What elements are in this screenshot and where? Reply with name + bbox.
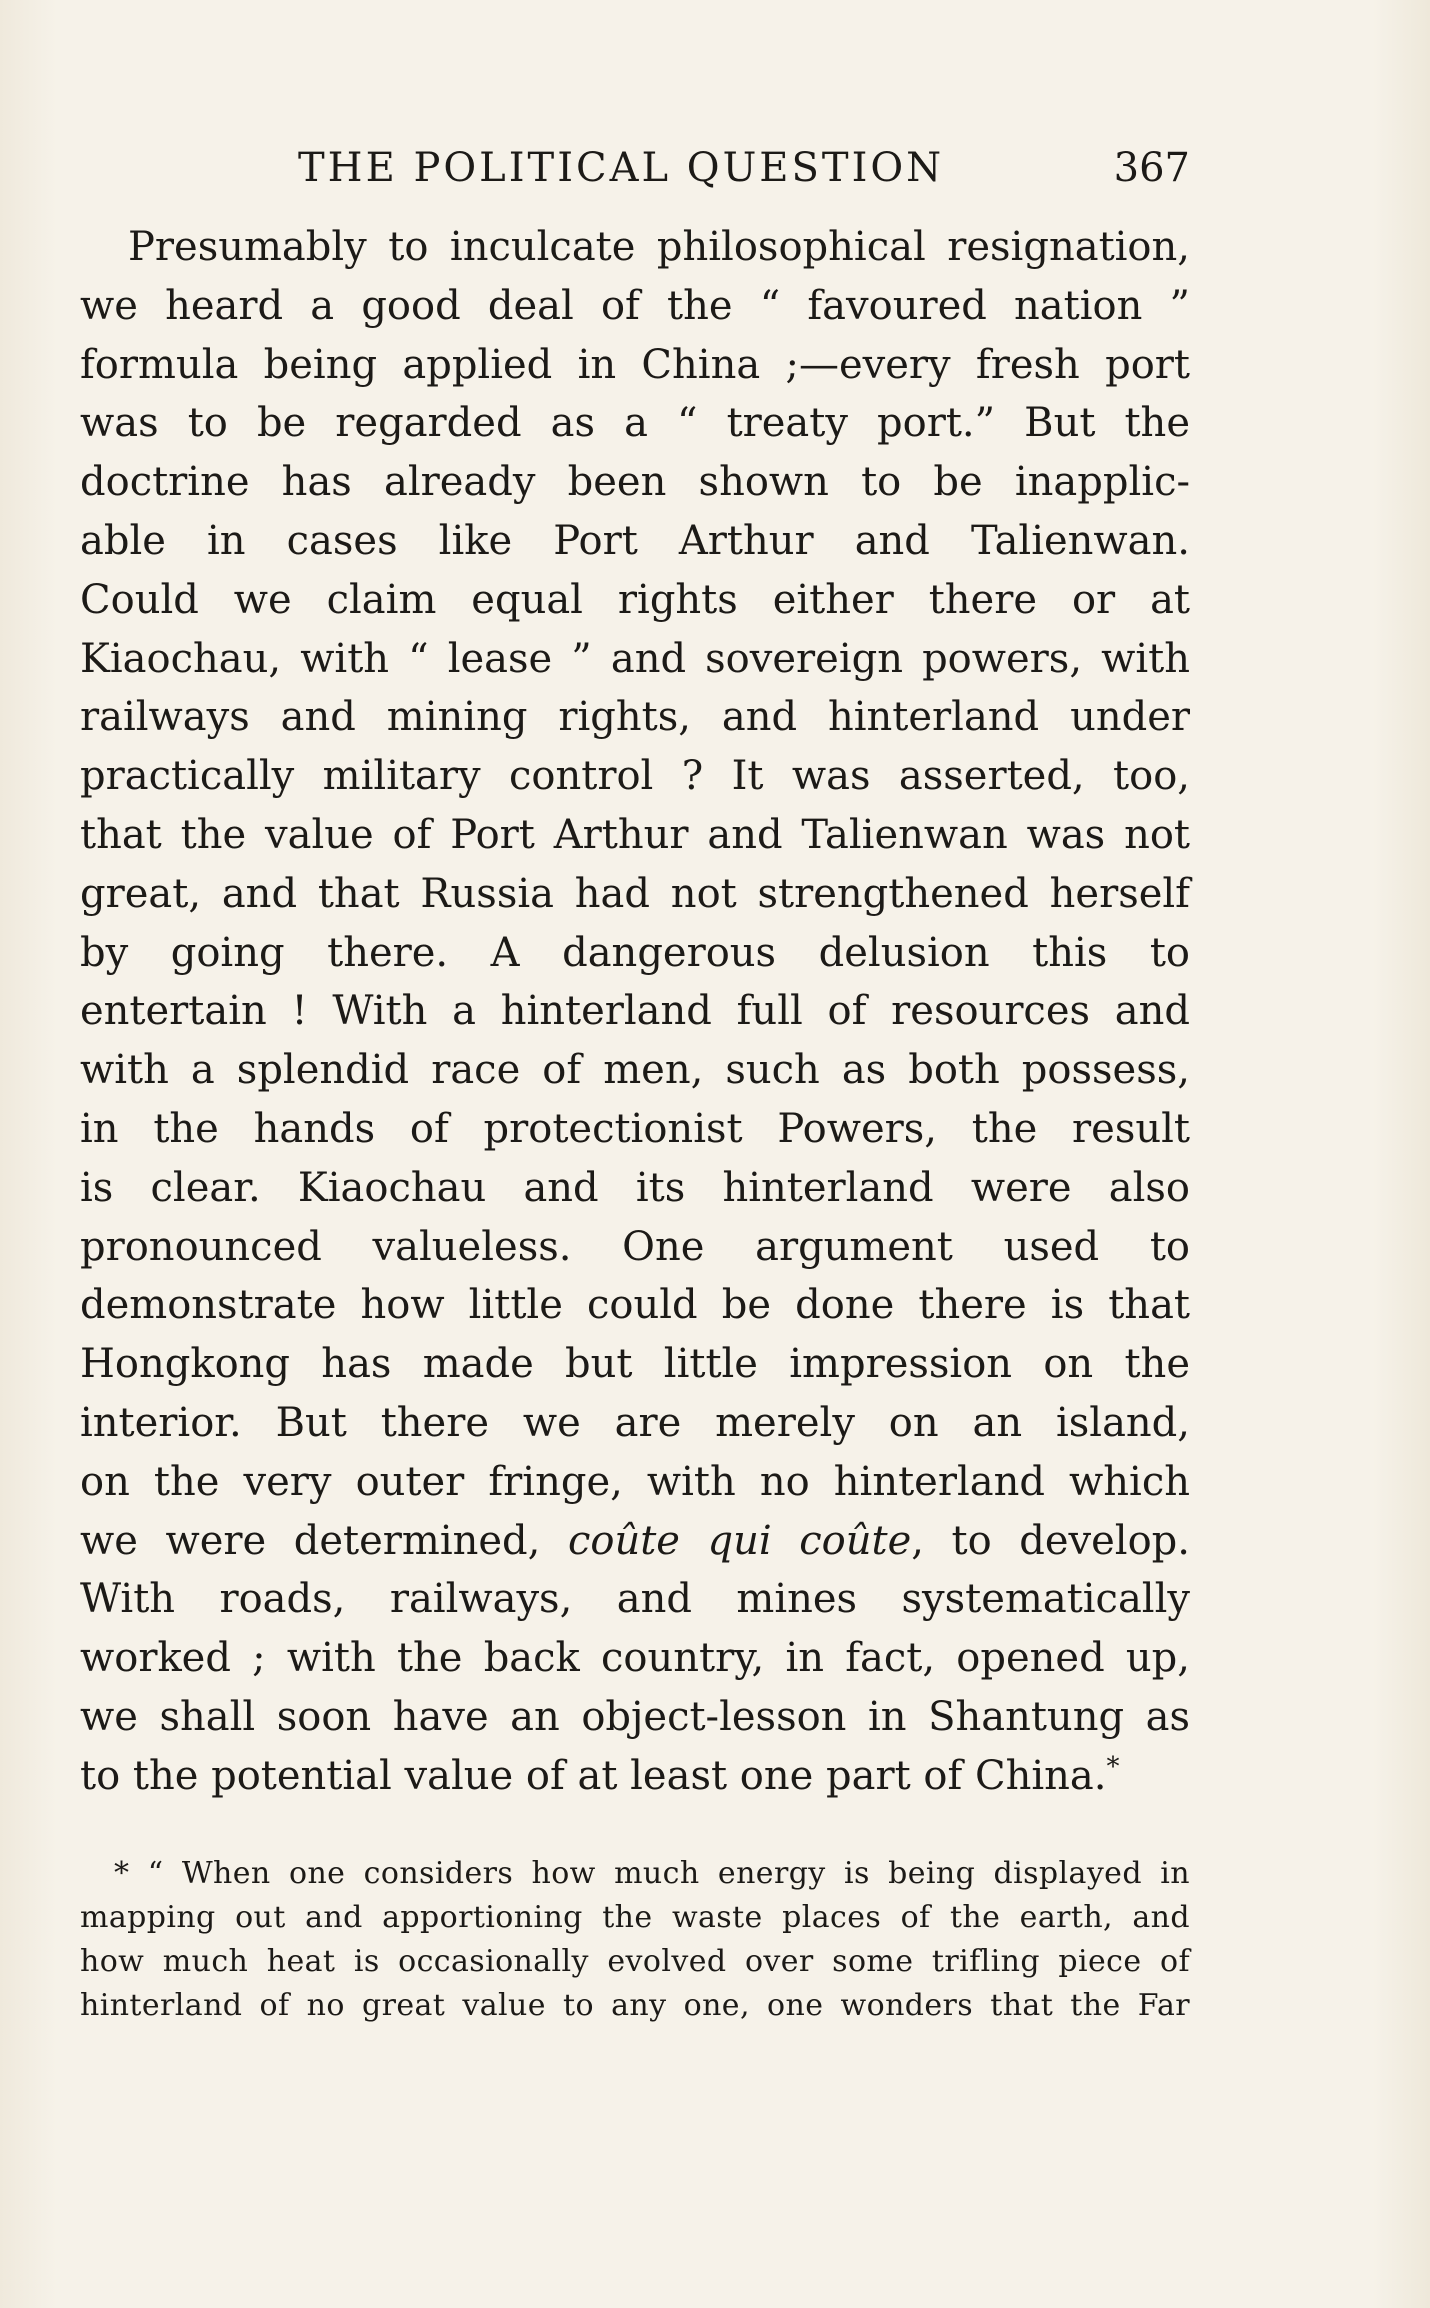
italic-phrase: coûte qui coûte: [567, 1517, 912, 1564]
text-segment: able in cases like Port Arthur and Talienwan.: [80, 517, 1190, 564]
text-line: [80, 806, 1190, 865]
text-segment: , to develop.: [911, 1517, 1191, 1564]
text-line: [80, 1512, 1190, 1571]
text-segment: interior. But there we are merely on an island,: [80, 1399, 1190, 1446]
text-line: [80, 1276, 1190, 1335]
text-segment: practically military control ? It was asserted, too,: [80, 753, 1190, 800]
text-segment: entertain ! With a hinterland full of resources and: [80, 988, 1190, 1035]
footnote-marker: *: [1106, 1751, 1120, 1782]
running-title: THE POLITICAL QUESTION: [298, 145, 945, 191]
text-segment: demonstrate how little could be done there is that: [80, 1282, 1190, 1329]
text-line: [80, 218, 1190, 277]
text-line: [80, 982, 1190, 1041]
text-line: [80, 1218, 1190, 1277]
text-segment: Hongkong has made but little impression on the: [80, 1341, 1190, 1388]
text-line: [80, 1688, 1190, 1747]
body-text: [80, 218, 1190, 1806]
text-line: [80, 1100, 1190, 1159]
text-segment: was to be regarded as a “ treaty port.” But the: [80, 400, 1190, 447]
text-segment: to the potential value of at least one part of China.: [80, 1752, 1107, 1799]
text-segment: we heard a good deal of the “ favoured nation ”: [80, 282, 1190, 329]
text-line: [80, 924, 1190, 983]
text-line: [80, 1570, 1190, 1629]
text-line: [80, 394, 1190, 453]
text-segment: with a splendid race of men, such as both possess,: [80, 1047, 1190, 1094]
page-number: 367: [1113, 145, 1190, 191]
text-segment: is clear. Kiaochau and its hinterland were also: [80, 1164, 1190, 1211]
text-segment: by going there. A dangerous delusion this to: [80, 929, 1190, 976]
footnote-line: how much heat is occasionally evolved over some trifling piece of: [80, 1944, 1190, 1979]
text-line: [80, 512, 1190, 571]
text-segment: pronounced valueless. One argument used to: [80, 1223, 1190, 1270]
footnote: [80, 1852, 1190, 2028]
text-segment: in the hands of protectionist Powers, the result: [80, 1105, 1190, 1152]
text-segment: we shall soon have an object-lesson in Shantung as: [80, 1693, 1190, 1740]
footnote-line: mapping out and apportioning the waste places of the earth, and: [80, 1900, 1190, 1935]
text-segment: railways and mining rights, and hinterland under: [80, 694, 1190, 741]
text-line: [80, 1453, 1190, 1512]
text-segment: Presumably to inculcate philosophical resignation,: [128, 224, 1190, 270]
text-line: [80, 630, 1190, 689]
text-segment: doctrine has already been shown to be inapplic-: [80, 459, 1190, 506]
footnote-line: * “ When one considers how much energy is being displayed in: [114, 1856, 1190, 1891]
text-line: [80, 453, 1190, 512]
text-line: [80, 688, 1190, 747]
text-line: [80, 336, 1190, 395]
text-line: [80, 277, 1190, 336]
text-line: [80, 747, 1190, 806]
text-segment: formula being applied in China ;—every fresh port: [80, 341, 1190, 388]
text-line: [80, 1159, 1190, 1218]
text-segment: Could we claim equal rights either there or at: [80, 576, 1190, 623]
running-head: [80, 140, 1190, 196]
text-line: [80, 1629, 1190, 1688]
text-line: [80, 1394, 1190, 1453]
text-line: [80, 1041, 1190, 1100]
text-segment: we were determined,: [80, 1517, 568, 1564]
text-segment: Kiaochau, with “ lease ” and sovereign powers, with: [80, 635, 1190, 682]
text-line: [80, 1335, 1190, 1394]
text-segment: great, and that Russia had not strengthened herself: [80, 870, 1190, 917]
text-line: [80, 571, 1190, 630]
footnote-line: hinterland of no great value to any one, one wonders that the Far: [80, 1988, 1190, 2023]
text-segment: worked ; with the back country, in fact, opened up,: [80, 1635, 1190, 1682]
text-segment: With roads, railways, and mines systematically: [80, 1576, 1190, 1623]
text-line: [80, 1747, 1190, 1806]
text-line: [80, 865, 1190, 924]
text-segment: that the value of Port Arthur and Talienwan was not: [80, 811, 1190, 858]
text-segment: on the very outer fringe, with no hinterland which: [80, 1458, 1190, 1505]
